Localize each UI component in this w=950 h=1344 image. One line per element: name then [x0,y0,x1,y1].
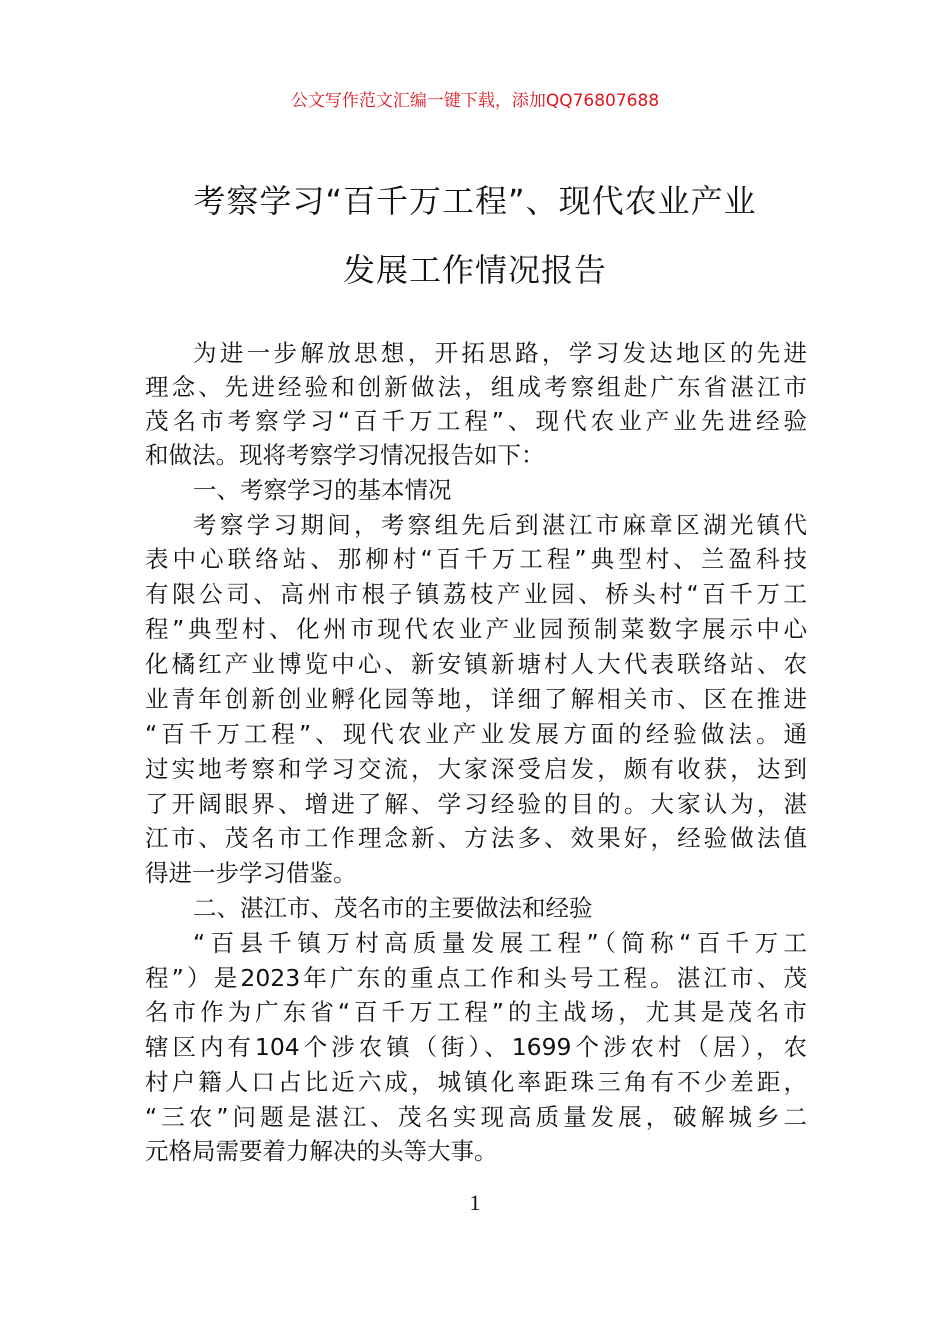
document-title-line-2: 发展工作情况报告 [342,251,607,289]
section-2-line: 元格局需要着力解决的头等大事。 [145,1137,498,1165]
document-title-line-1: 考察学习“百千万工程”、现代农业产业 [193,182,757,220]
section-1-line: 过实地考察和学习交流，大家深受启发，颇有收获，达到 [145,755,807,783]
section-1-line: 表中心联络站、那柳村“百千万工程”典型村、兰盈科技 [145,545,807,573]
section-1-line: 程”典型村、化州市现代农业产业园预制菜数字展示中心 [145,615,807,643]
section-2-line: “三农”问题是湛江、茂名实现高质量发展，破解城乡二 [145,1103,807,1131]
section-1-line: 考察学习期间，考察组先后到湛江市麻章区湖光镇代 [193,511,807,539]
section-1-line: 业青年创新创业孵化园等地，详细了解相关市、区在推进 [145,685,807,713]
section-1-line: 了开阔眼界、增进了解、学习经验的目的。大家认为，湛 [145,790,807,818]
section-2-line: 村户籍人口占比近六成，城镇化率距珠三角有不少差距， [145,1068,807,1096]
section-2-line: “百县千镇万村高质量发展工程”（简称“百千万工 [193,929,807,957]
page-number: 1 [469,1190,481,1215]
section-2-heading: 二、湛江市、茂名市的主要做法和经验 [193,894,593,922]
section-1-line: 有限公司、高州市根子镇荔枝产业园、桥头村“百千万工 [145,580,807,608]
intro-line: 理念、先进经验和创新做法，组成考察组赴广东省湛江市 [145,373,807,401]
download-promo-note: 公文写作范文汇编一键下载，添加QQ76807688 [290,91,660,111]
section-1-line: 化橘红产业博览中心、新安镇新塘村人大代表联络站、农 [145,650,807,678]
section-2-line: 辖区内有104个涉农镇（街）、1699个涉农村（居），农 [145,1033,807,1061]
intro-line: 茂名市考察学习“百千万工程”、现代农业产业先进经验 [145,407,807,435]
section-1-line: “百千万工程”、现代农业产业发展方面的经验做法。通 [145,720,807,748]
intro-line: 为进一步解放思想，开拓思路，学习发达地区的先进 [193,339,807,367]
section-1-line: 江市、茂名市工作理念新、方法多、效果好，经验做法值 [145,824,807,852]
section-1-heading: 一、考察学习的基本情况 [193,476,452,504]
section-2-line: 程”）是2023年广东的重点工作和头号工程。湛江市、茂 [145,964,807,992]
section-1-line: 得进一步学习借鉴。 [145,859,357,887]
intro-line: 和做法。现将考察学习情况报告如下： [145,441,545,469]
section-2-line: 名市作为广东省“百千万工程”的主战场，尤其是茂名市 [145,998,807,1026]
